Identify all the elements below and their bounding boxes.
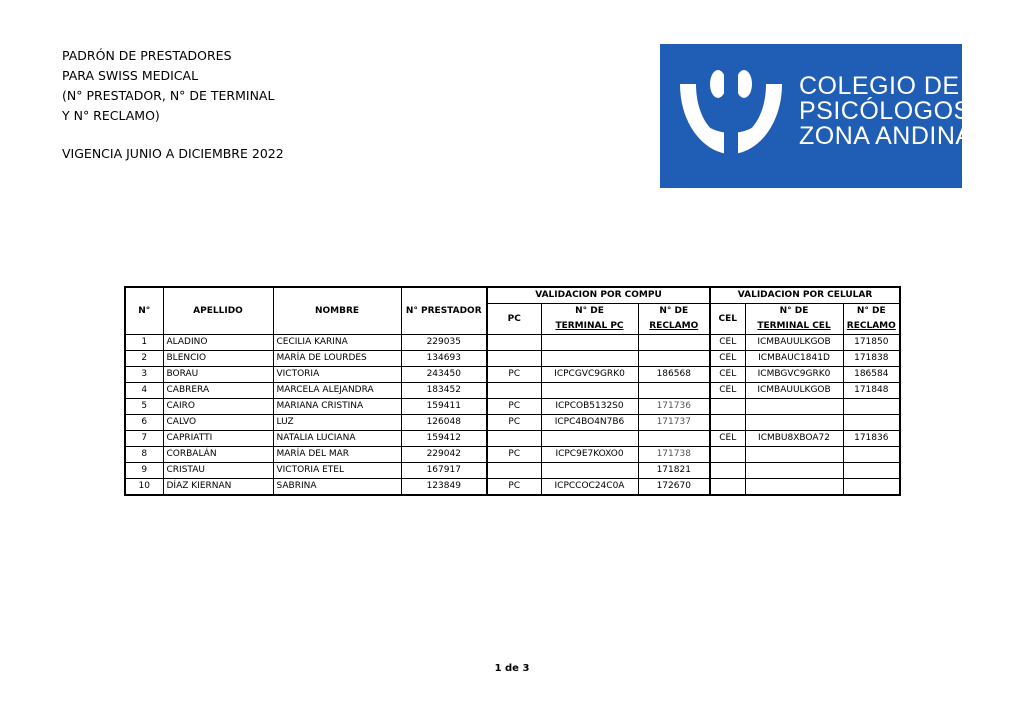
col-terminal-pc-line1: N° DE — [575, 306, 604, 316]
cell-terminal-cel — [745, 479, 843, 496]
page-number: 1 de 3 — [494, 663, 530, 674]
cell-pc — [487, 383, 541, 399]
cell-pc: PC — [487, 447, 541, 463]
cell-pc: PC — [487, 479, 541, 496]
cell-reclamo-pc: 186568 — [638, 367, 710, 383]
cell-num: 1 — [125, 335, 163, 351]
cell-nombre: CECILIA KARINA — [273, 335, 401, 351]
cell-terminal-cel — [745, 463, 843, 479]
col-prestador: N° PRESTADOR — [401, 287, 487, 335]
cell-reclamo-cel: 171836 — [843, 431, 900, 447]
cell-nombre: SABRINA — [273, 479, 401, 496]
cell-cel — [710, 415, 745, 431]
cell-terminal-cel: ICMBU8XBOA72 — [745, 431, 843, 447]
group-pc: VALIDACION POR COMPU — [487, 287, 710, 304]
cell-nombre: NATALIA LUCIANA — [273, 431, 401, 447]
prestadores-table — [124, 286, 901, 496]
table-row — [125, 479, 900, 496]
col-reclamo-pc-line2: RECLAMO — [649, 321, 699, 331]
cell-nombre: VICTORIA ETEL — [273, 463, 401, 479]
cell-reclamo-pc: 171738 — [638, 447, 710, 463]
cell-apellido: CAPRIATTI — [163, 431, 273, 447]
cell-nombre: VICTORIA — [273, 367, 401, 383]
cell-prestador: 159411 — [401, 399, 487, 415]
cell-terminal-cel: ICMBGVC9GRK0 — [745, 367, 843, 383]
cell-prestador: 229035 — [401, 335, 487, 351]
header-row-1 — [125, 287, 900, 304]
cell-reclamo-cel — [843, 447, 900, 463]
cell-terminal-pc: ICPCOB5132S0 — [541, 399, 638, 415]
table-row — [125, 351, 900, 367]
cell-num: 8 — [125, 447, 163, 463]
cell-pc — [487, 335, 541, 351]
cell-terminal-cel: ICMBAUULKGOB — [745, 383, 843, 399]
cell-terminal-cel — [745, 399, 843, 415]
cell-terminal-cel — [745, 447, 843, 463]
cell-terminal-pc: ICPC4BO4N7B6 — [541, 415, 638, 431]
cell-reclamo-cel: 171850 — [843, 335, 900, 351]
cell-pc: PC — [487, 367, 541, 383]
cell-terminal-pc — [541, 351, 638, 367]
group-cel: VALIDACION POR CELULAR — [710, 287, 900, 304]
header-line-3: (N° PRESTADOR, N° DE TERMINAL — [62, 88, 275, 103]
cell-terminal-cel — [745, 415, 843, 431]
logo-line-2: PSICÓLOGOS — [799, 97, 971, 125]
cell-reclamo-cel: 171848 — [843, 383, 900, 399]
col-reclamo-pc-line1: N° DE — [659, 306, 689, 316]
cell-prestador: 126048 — [401, 415, 487, 431]
cell-apellido: CORBALÁN — [163, 447, 273, 463]
col-apellido: APELLIDO — [163, 287, 273, 335]
col-reclamo-cel — [843, 304, 900, 335]
col-reclamo-pc — [638, 304, 710, 335]
logo-line-1: COLEGIO DE — [799, 72, 960, 100]
col-num: N° — [125, 287, 163, 335]
cell-nombre: MARÍA DEL MAR — [273, 447, 401, 463]
col-pc: PC — [487, 304, 541, 335]
cell-cel — [710, 479, 745, 496]
table-row — [125, 431, 900, 447]
cell-terminal-pc — [541, 463, 638, 479]
cell-num: 6 — [125, 415, 163, 431]
cell-apellido: DÍAZ KIERNAN — [163, 479, 273, 496]
cell-terminal-pc: ICPC9E7KOXO0 — [541, 447, 638, 463]
cell-reclamo-cel — [843, 415, 900, 431]
cell-terminal-pc: ICPCCOC24C0A — [541, 479, 638, 496]
cell-num: 2 — [125, 351, 163, 367]
cell-reclamo-pc: 172670 — [638, 479, 710, 496]
cell-reclamo-cel: 171838 — [843, 351, 900, 367]
cell-prestador: 123849 — [401, 479, 487, 496]
logo-line-3: ZONA ANDINA — [799, 122, 973, 150]
cell-cel: CEL — [710, 431, 745, 447]
col-reclamo-cel-line2: RECLAMO — [846, 321, 896, 331]
cell-reclamo-pc — [638, 431, 710, 447]
cell-pc — [487, 463, 541, 479]
cell-num: 4 — [125, 383, 163, 399]
table-row — [125, 447, 900, 463]
cell-nombre: MARÍA DE LOURDES — [273, 351, 401, 367]
cell-terminal-pc — [541, 431, 638, 447]
cell-terminal-pc — [541, 383, 638, 399]
cell-apellido: CRISTAU — [163, 463, 273, 479]
cell-apellido: BORAU — [163, 367, 273, 383]
cell-num: 5 — [125, 399, 163, 415]
cell-cel — [710, 447, 745, 463]
cell-cel: CEL — [710, 383, 745, 399]
colegio-logo — [660, 44, 973, 188]
cell-reclamo-cel: 186584 — [843, 367, 900, 383]
table-row — [125, 367, 900, 383]
cell-apellido: CABRERA — [163, 383, 273, 399]
cell-pc: PC — [487, 399, 541, 415]
cell-cel — [710, 399, 745, 415]
table-row — [125, 415, 900, 431]
col-terminal-cel — [745, 304, 843, 335]
table-row — [125, 399, 900, 415]
col-terminal-cel-line1: N° DE — [779, 306, 809, 316]
header-line-2: PARA SWISS MEDICAL — [62, 68, 199, 83]
cell-reclamo-cel — [843, 463, 900, 479]
cell-apellido: CAIRO — [163, 399, 273, 415]
cell-terminal-cel: ICMBAUULKGOB — [745, 335, 843, 351]
cell-reclamo-pc — [638, 351, 710, 367]
document-header — [62, 46, 284, 164]
table-row — [125, 463, 900, 479]
header-line-4: Y N° RECLAMO) — [62, 108, 160, 123]
cell-reclamo-pc — [638, 383, 710, 399]
cell-cel — [710, 463, 745, 479]
table-body — [125, 335, 900, 496]
table-row — [125, 383, 900, 399]
col-nombre: NOMBRE — [273, 287, 401, 335]
cell-cel: CEL — [710, 367, 745, 383]
col-cel: CEL — [710, 304, 745, 335]
cell-prestador: 159412 — [401, 431, 487, 447]
cell-reclamo-pc: 171737 — [638, 415, 710, 431]
col-reclamo-cel-line1: N° DE — [856, 306, 886, 316]
cell-prestador: 167917 — [401, 463, 487, 479]
cell-pc — [487, 351, 541, 367]
cell-terminal-pc — [541, 335, 638, 351]
header-line-1: PADRÓN DE PRESTADORES — [62, 48, 232, 63]
psi-logo-icon — [676, 66, 786, 166]
cell-apellido: ALADINO — [163, 335, 273, 351]
cell-reclamo-pc: 171736 — [638, 399, 710, 415]
cell-num: 7 — [125, 431, 163, 447]
cell-prestador: 229042 — [401, 447, 487, 463]
cell-prestador: 183452 — [401, 383, 487, 399]
cell-num: 10 — [125, 479, 163, 496]
cell-cel: CEL — [710, 351, 745, 367]
cell-reclamo-pc — [638, 335, 710, 351]
cell-num: 9 — [125, 463, 163, 479]
cell-nombre: MARIANA CRISTINA — [273, 399, 401, 415]
col-terminal-pc-line2: TERMINAL PC — [555, 321, 624, 331]
cell-prestador: 134693 — [401, 351, 487, 367]
cell-terminal-pc: ICPCGVC9GRK0 — [541, 367, 638, 383]
cell-prestador: 243450 — [401, 367, 487, 383]
logo-text — [799, 74, 973, 149]
cell-reclamo-cel — [843, 399, 900, 415]
cell-apellido: BLENCIO — [163, 351, 273, 367]
table-row — [125, 335, 900, 351]
col-terminal-pc — [541, 304, 638, 335]
cell-reclamo-pc: 171821 — [638, 463, 710, 479]
cell-num: 3 — [125, 367, 163, 383]
cell-terminal-cel: ICMBAUC1841D — [745, 351, 843, 367]
cell-nombre: LUZ — [273, 415, 401, 431]
col-terminal-cel-line2: TERMINAL CEL — [757, 321, 831, 331]
cell-nombre: MARCELA ALEJANDRA — [273, 383, 401, 399]
cell-reclamo-cel — [843, 479, 900, 496]
cell-apellido: CALVO — [163, 415, 273, 431]
cell-pc: PC — [487, 415, 541, 431]
vigencia-line: VIGENCIA JUNIO A DICIEMBRE 2022 — [62, 146, 284, 161]
cell-pc — [487, 431, 541, 447]
cell-cel: CEL — [710, 335, 745, 351]
